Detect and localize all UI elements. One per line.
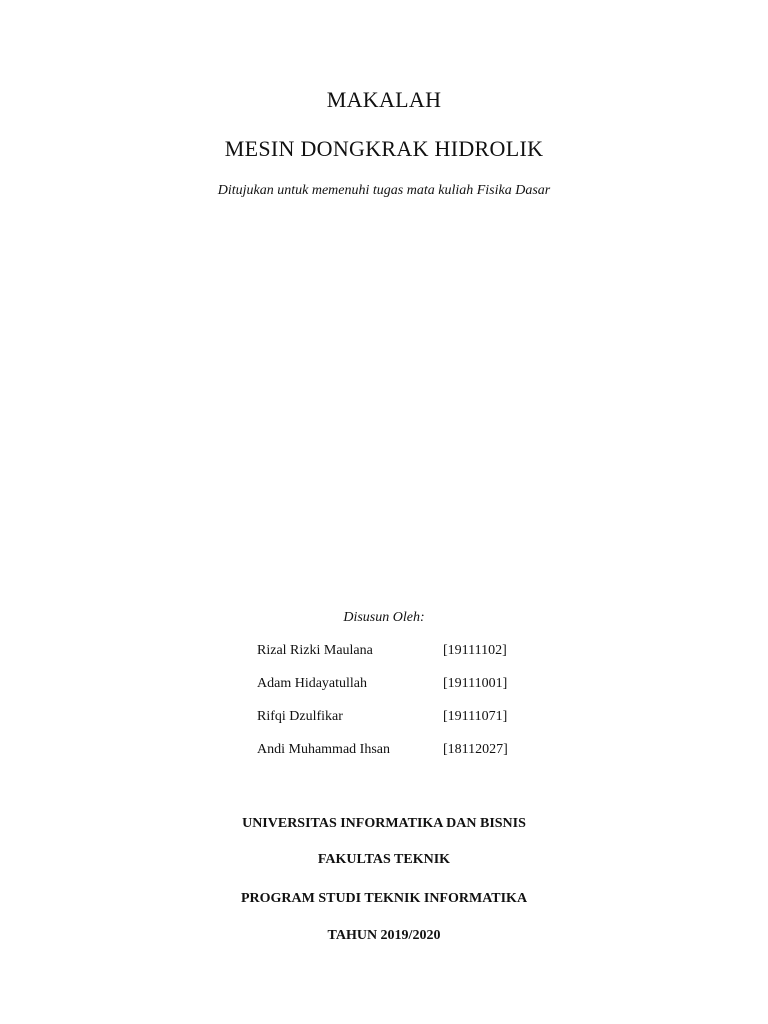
document-purpose: Ditujukan untuk memenuhi tugas mata kuliah Fisika Dasar <box>217 183 551 198</box>
faculty-name: FAKULTAS TEKNIK <box>317 852 451 867</box>
author-list <box>257 643 557 775</box>
author-name: Adam Hidayatullah <box>257 676 368 691</box>
author-row <box>257 643 557 676</box>
author-id: [19111001] <box>443 676 508 691</box>
author-name: Andi Muhammad Ihsan <box>257 742 390 757</box>
author-id: [19111071] <box>443 709 508 724</box>
document-subtitle: MESIN DONGKRAK HIDROLIK <box>224 136 544 161</box>
author-id: [18112027] <box>443 742 508 757</box>
document-title: MAKALAH <box>326 87 442 112</box>
university-name: UNIVERSITAS INFORMATIKA DAN BISNIS <box>242 816 526 831</box>
study-program: PROGRAM STUDI TEKNIK INFORMATIKA <box>240 891 528 906</box>
compiled-by-label: Disusun Oleh: <box>343 610 425 625</box>
author-row <box>257 709 557 742</box>
author-row <box>257 676 557 709</box>
author-id: [19111102] <box>443 643 507 658</box>
author-name: Rifqi Dzulfikar <box>257 709 343 724</box>
author-name: Rizal Rizki Maulana <box>257 643 373 658</box>
author-row <box>257 742 557 775</box>
academic-year: TAHUN 2019/2020 <box>327 928 441 943</box>
